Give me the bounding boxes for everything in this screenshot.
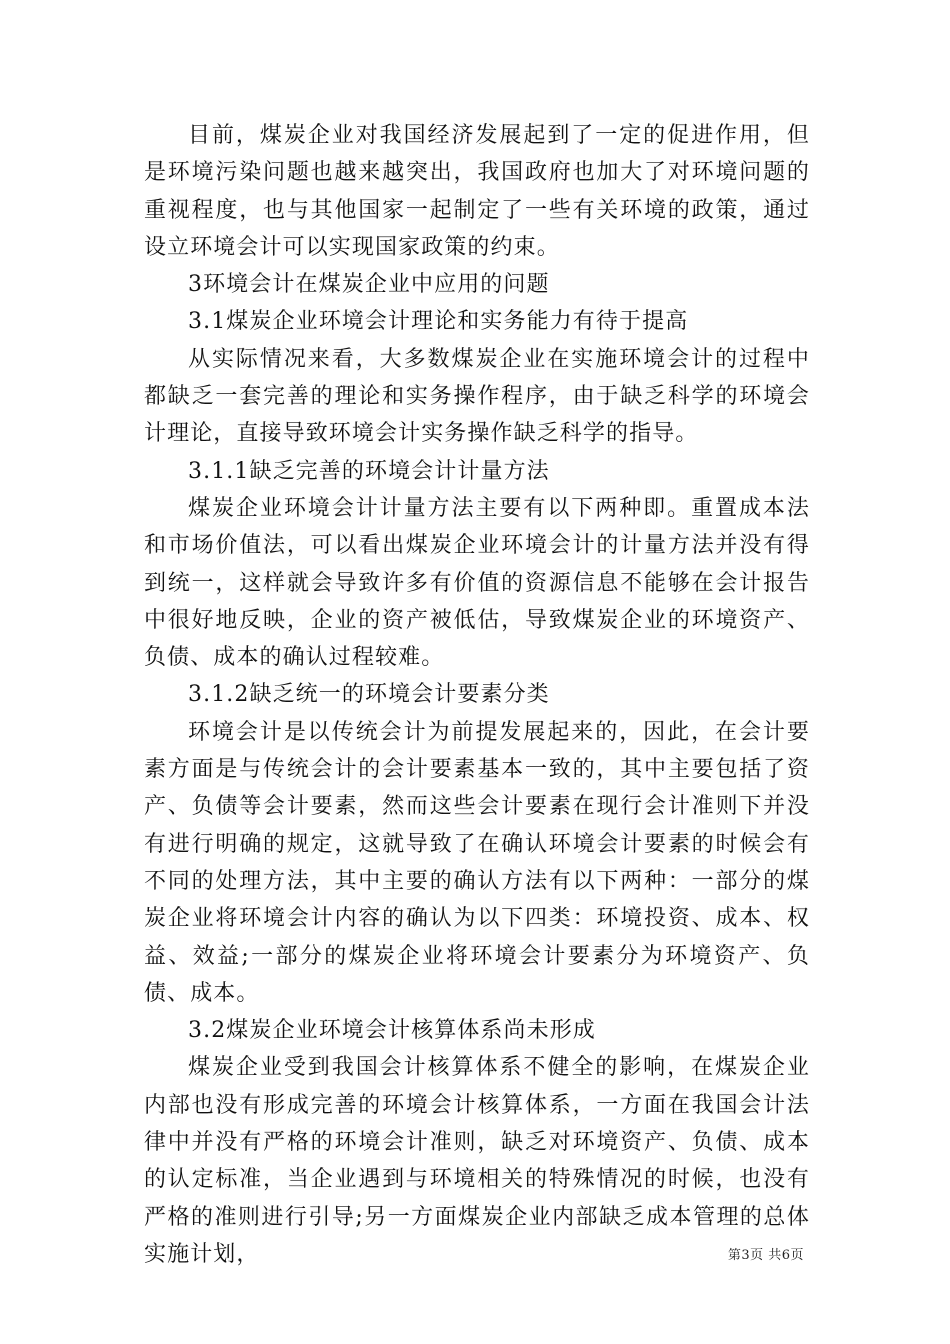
section-heading-3-1: 3.1煤炭企业环境会计理论和实务能力有待于提高 (188, 309, 689, 335)
paragraph-3-2: 煤炭企业受到我国会计核算体系不健全的影响，在煤炭企业内部也没有形成完善的环境会计核算体系，一方面在我国会计法律中并没有严格的环境会计准则，缺乏对环境资产、负债、成本的认定标准，当企业遇到与环境相关的特殊情况的时候，也没有严格的准则进行引导;另一方面煤炭企业内部缺乏成本管理的总体实施计划， (144, 1055, 810, 1267)
section-heading-3-1-1: 3.1.1缺乏完善的环境会计计量方法 (188, 458, 550, 484)
section-heading-3-2: 3.2煤炭企业环境会计核算体系尚未形成 (188, 1018, 596, 1044)
document-body (144, 117, 810, 1273)
section-heading-3: 3环境会计在煤炭企业中应用的问题 (188, 272, 550, 298)
paragraph-3-1-1: 煤炭企业环境会计计量方法主要有以下两种即。重置成本法和市场价值法，可以看出煤炭企业环境会计的计量方法并没有得到统一，这样就会导致许多有价值的资源信息不能够在会计报告中很好地反映，企业的资产被低估，导致煤炭企业的环境资产、负债、成本的确认过程较难。 (144, 495, 810, 671)
paragraph-3-1: 从实际情况来看，大多数煤炭企业在实施环境会计的过程中都缺乏一套完善的理论和实务操作程序，由于缺乏科学的环境会计理论，直接导致环境会计实务操作缺乏科学的指导。 (144, 346, 810, 447)
section-heading-3-1-2: 3.1.2缺乏统一的环境会计要素分类 (188, 682, 550, 708)
paragraph-3-1-2: 环境会计是以传统会计为前提发展起来的，因此，在会计要素方面是与传统会计的会计要素基本一致的，其中主要包括了资产、负债等会计要素，然而这些会计要素在现行会计准则下并没有进行明确的规定，这就导致了在确认环境会计要素的时候会有不同的处理方法，其中主要的确认方法有以下两种：一部分的煤炭企业将环境会计内容的确认为以下四类：环境投资、成本、权益、效益;一部分的煤炭企业将环境会计要素分为环境资产、负债、成本。 (144, 719, 810, 1006)
paragraph-intro: 目前，煤炭企业对我国经济发展起到了一定的促进作用，但是环境污染问题也越来越突出，我国政府也加大了对环境问题的重视程度，也与其他国家一起制定了一些有关环境的政策，通过设立环境会计可以实现国家政策的约束。 (144, 123, 810, 260)
page-indicator: 第3页 共6页 (727, 1248, 804, 1263)
